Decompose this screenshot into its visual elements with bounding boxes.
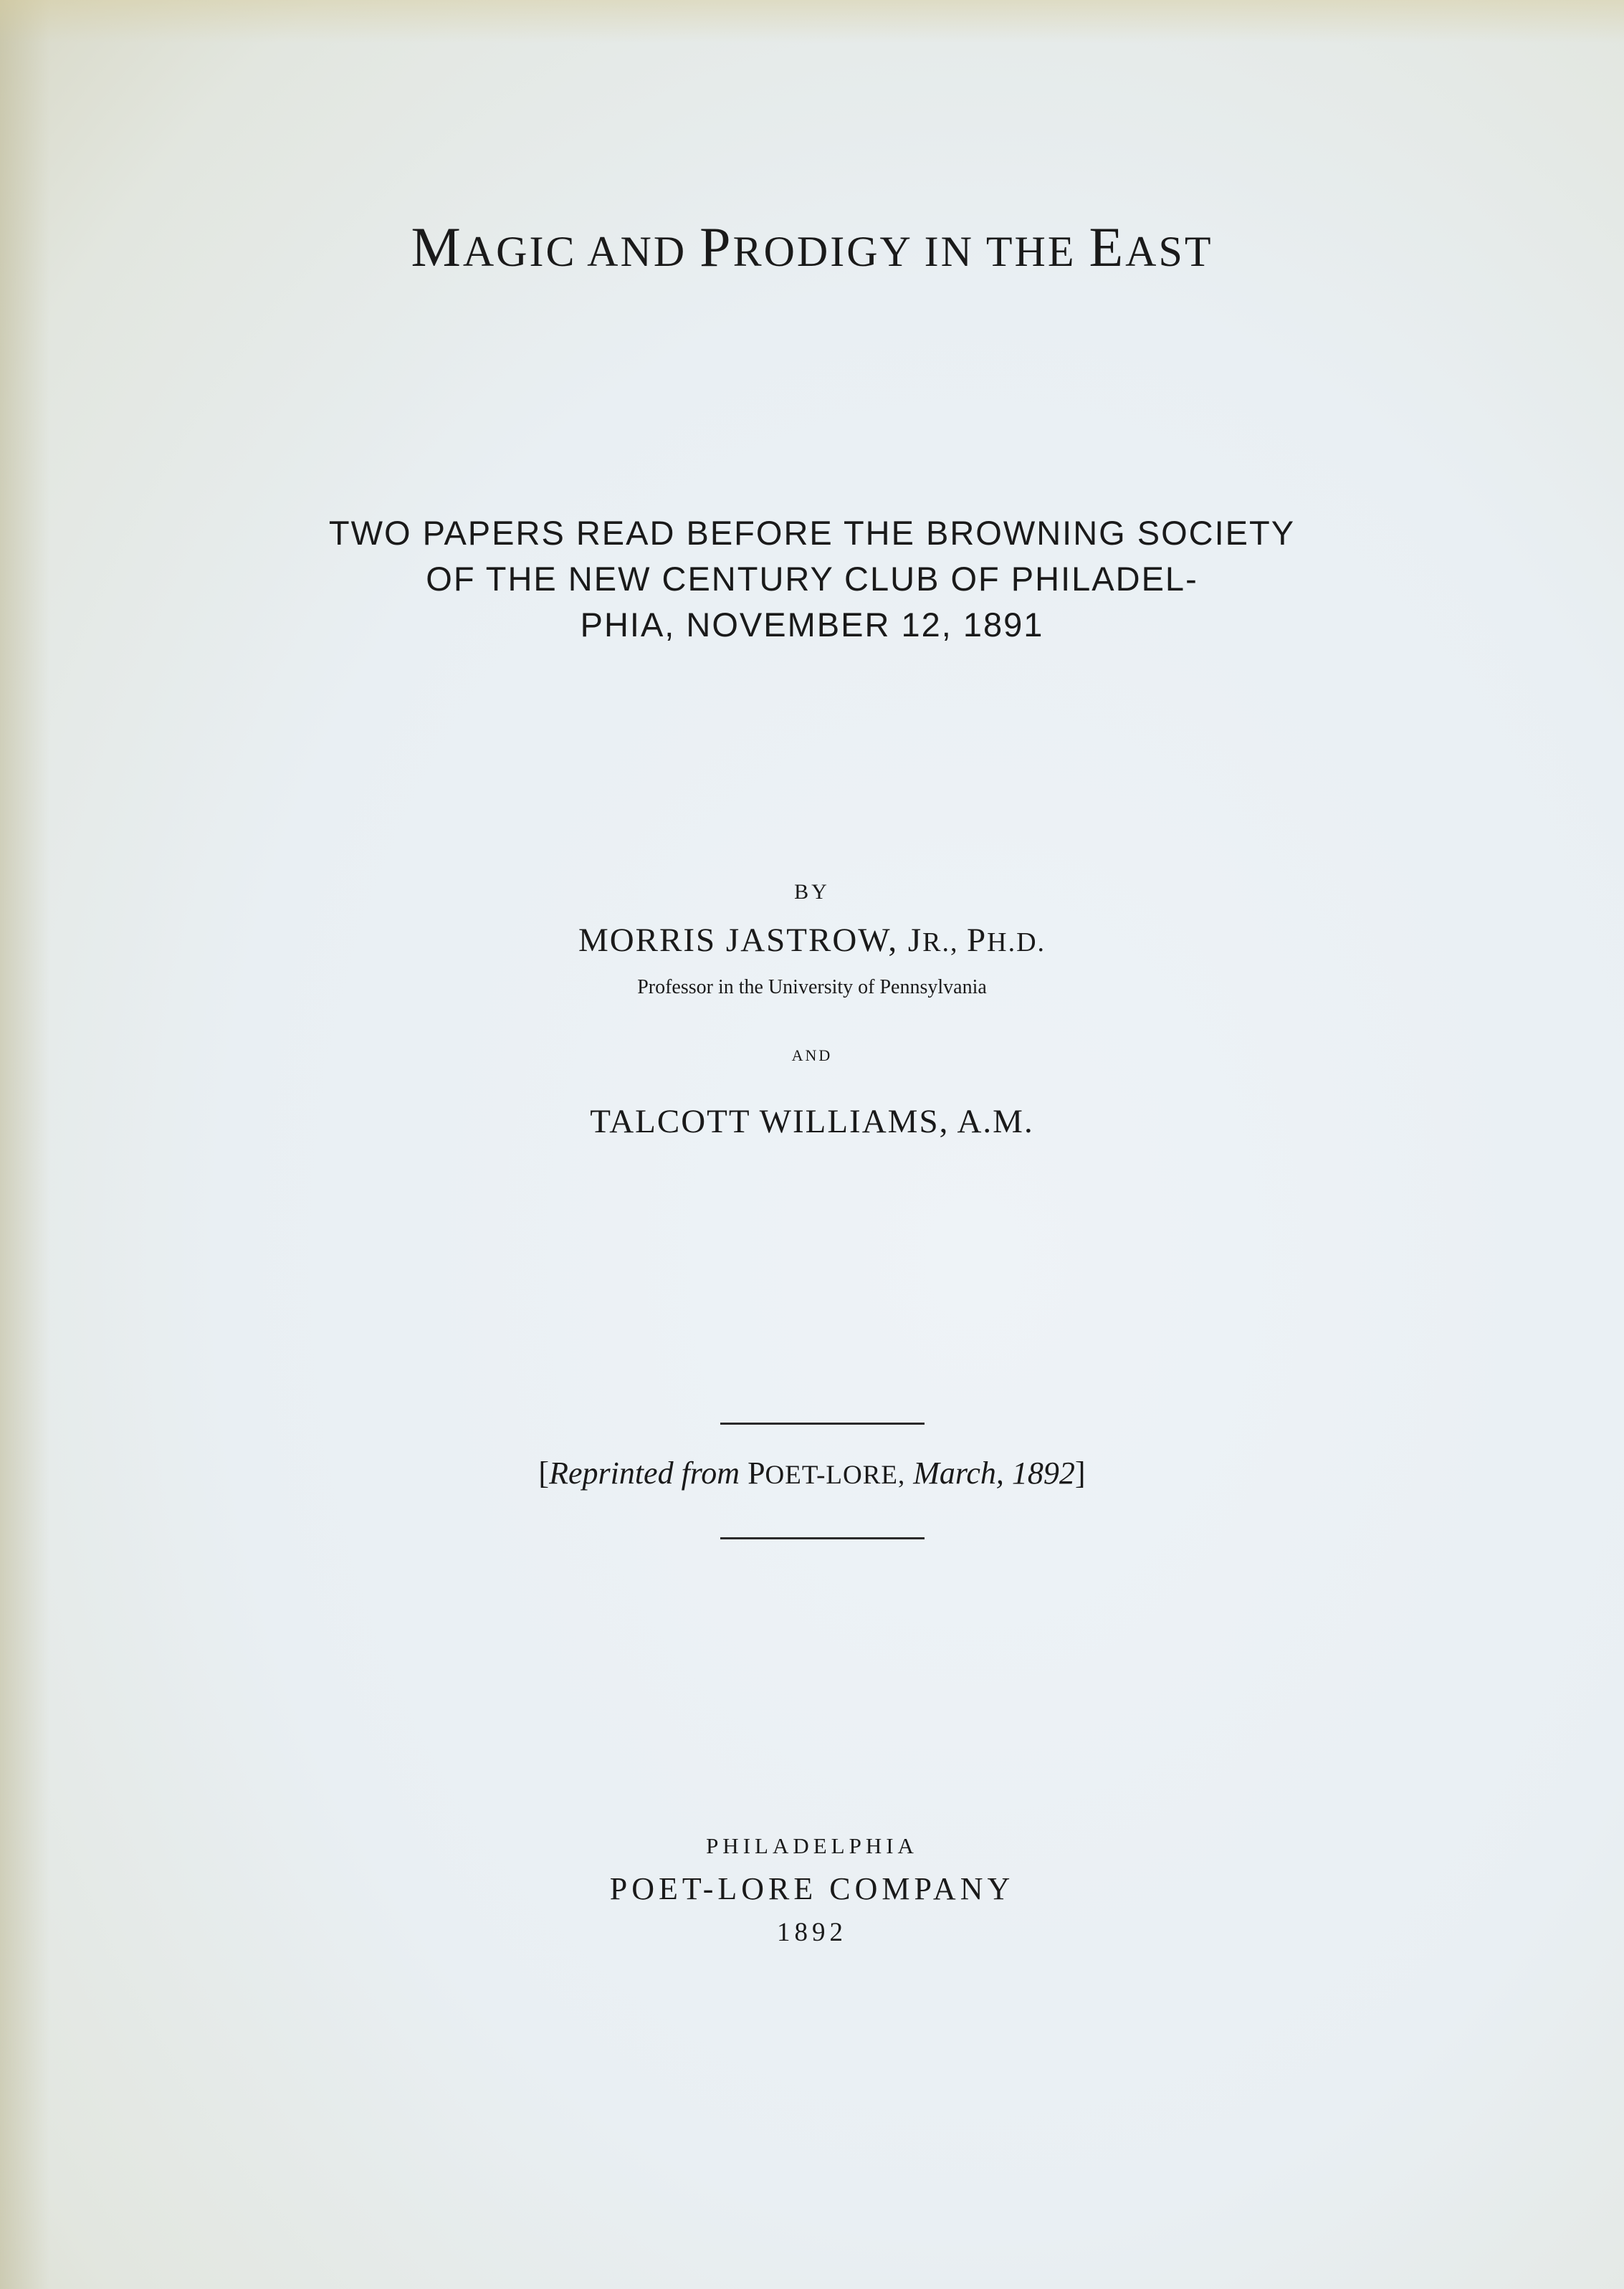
title-segment-3: AST: [1125, 228, 1213, 275]
author-1-degree-rest: H.D.: [987, 927, 1046, 957]
reprint-note: [0, 1455, 1624, 1491]
imprint-publisher: POET-LORE COMPANY: [609, 1871, 1015, 1906]
author-1-name: MORRIS JASTROW,: [578, 922, 908, 959]
reprint-open-bracket: [: [538, 1456, 550, 1491]
author-1-affiliation: Professor in the University of Pennsylvania: [637, 976, 987, 998]
reprint-journal-initial: P: [747, 1456, 765, 1491]
author-1-degree-initial: P: [967, 922, 988, 959]
author-1-suffix-initial: J: [907, 922, 923, 959]
and-label: AND: [791, 1046, 833, 1064]
title-initial-m: M: [411, 216, 463, 278]
page-title: [0, 215, 1624, 279]
title-initial-e: E: [1089, 216, 1126, 278]
reprint-journal-rest: OET-LORE,: [765, 1461, 906, 1490]
title-initial-p: P: [699, 216, 733, 278]
author-1: [0, 921, 1624, 960]
subtitle-line-3: PHIA, NOVEMBER 12, 1891: [580, 606, 1044, 644]
imprint-year: 1892: [777, 1918, 847, 1947]
subtitle-line-1: TWO PAPERS READ BEFORE THE BROWNING SOCIETY: [328, 514, 1296, 552]
paper-edge-shading-top: [0, 0, 1624, 43]
reprint-date: March, 1892: [905, 1456, 1075, 1491]
divider-bottom: [720, 1537, 925, 1539]
title-segment-1: AGIC AND: [462, 228, 700, 275]
author-1-suffix-rest: R.,: [922, 927, 967, 957]
reprint-close-bracket: ]: [1074, 1456, 1086, 1491]
reprint-prefix: Reprinted from: [549, 1456, 748, 1491]
imprint-place: PHILADELPHIA: [706, 1833, 918, 1858]
title-segment-2: RODIGY IN THE: [732, 228, 1089, 275]
subtitle: [0, 510, 1624, 648]
author-2: TALCOTT WILLIAMS, A.M.: [590, 1103, 1034, 1140]
subtitle-line-2: OF THE NEW CENTURY CLUB OF PHILADEL-: [426, 560, 1198, 598]
divider-top: [720, 1423, 925, 1425]
by-label: BY: [794, 880, 830, 904]
